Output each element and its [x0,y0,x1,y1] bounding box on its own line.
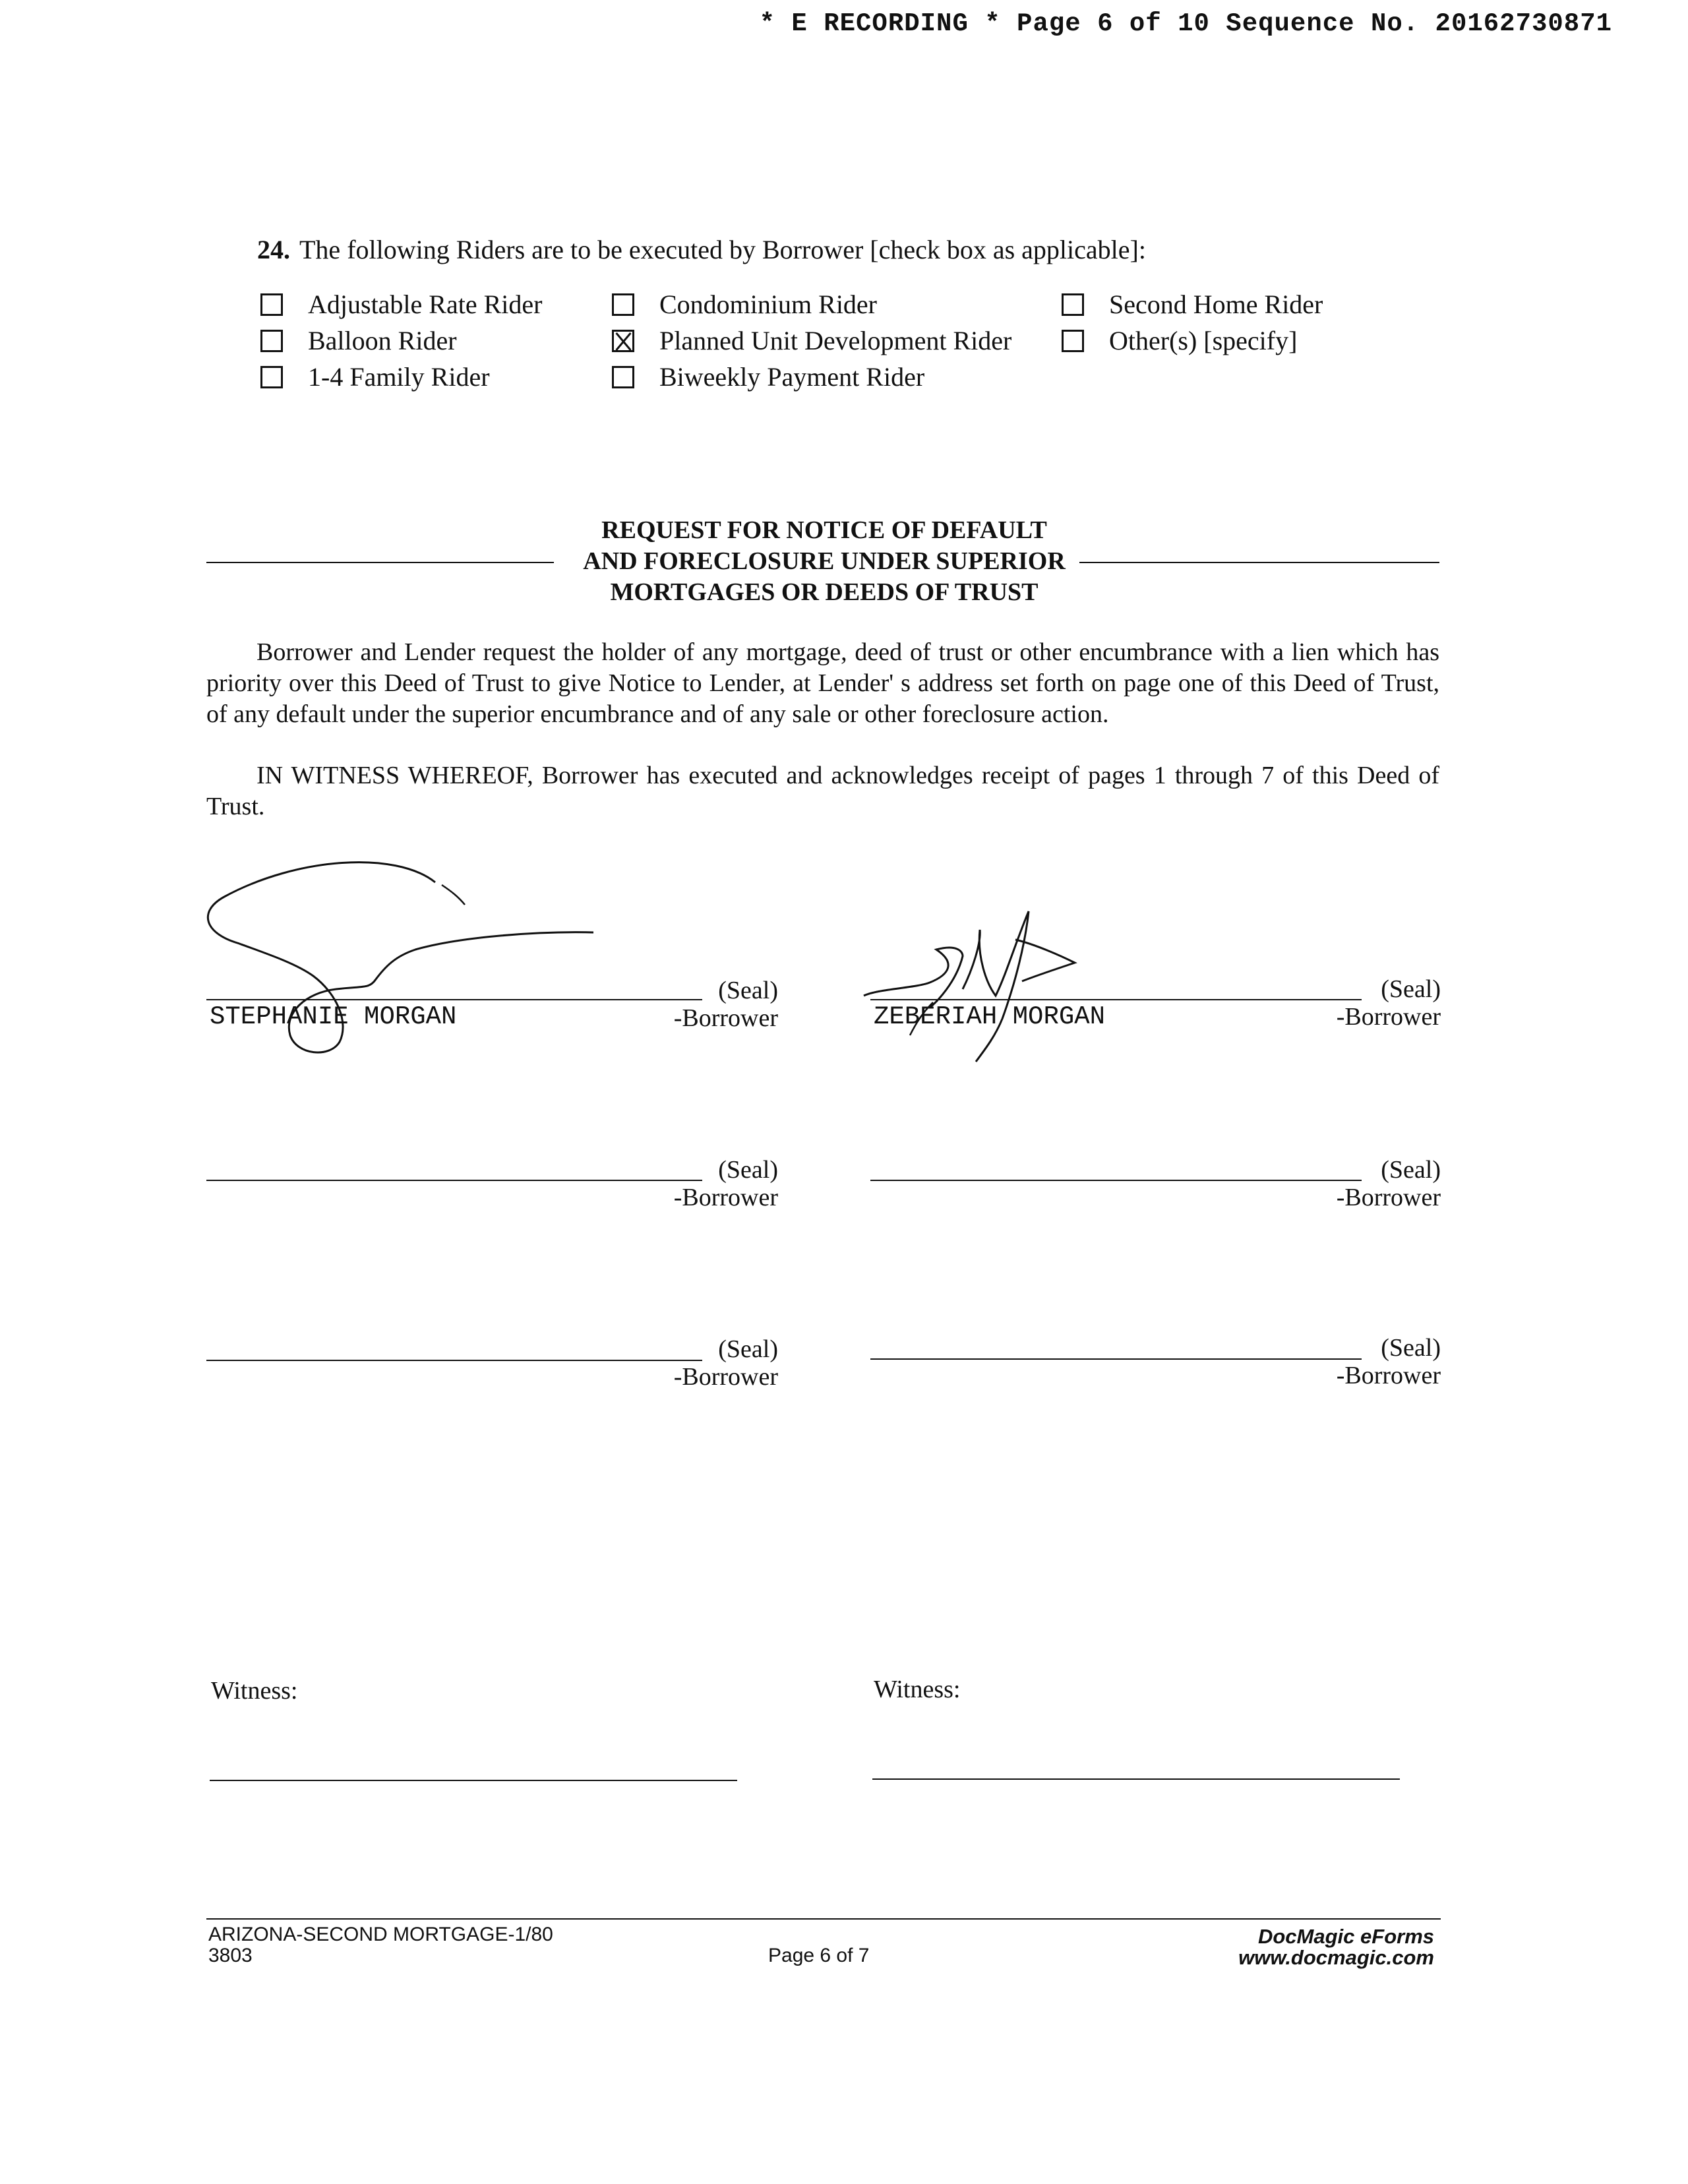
checkbox-1-4-family[interactable] [260,366,283,388]
request-title-line3: MORTGAGES OR DEEDS OF TRUST [610,578,1039,606]
rider-label: Biweekly Payment Rider [659,362,925,392]
signature-line-borrower3 [206,1180,702,1181]
checkbox-second-home[interactable] [1062,293,1084,316]
rider-label: Condominium Rider [659,289,877,319]
footer-rule [206,1918,1441,1920]
form-number: 3803 [208,1945,253,1966]
checkbox-adjustable-rate[interactable] [260,293,283,316]
rider-label: Second Home Rider [1109,289,1323,319]
rider-label: 1-4 Family Rider [308,362,490,392]
rider-others [1062,325,1297,356]
witness-line-left [210,1780,737,1781]
checkbox-condominium[interactable] [612,293,634,316]
request-paragraph: Borrower and Lender request the holder of any mortgage, deed of trust or other encumbrance with a lien which has priority over this Deed of Trust to give Notice to Lender, at Lender' s address set forth on page one of this Deed of Trust, of any default under the superior encumbrance and of any sale or other foreclosure action. [206,638,1439,728]
witness-line-right [872,1778,1400,1780]
checkbox-balloon[interactable] [260,330,283,352]
witness-label-right: Witness: [874,1676,961,1703]
borrower2-name: ZEBERIAH MORGAN [874,1002,1106,1031]
item-number: 24. [257,235,290,264]
rider-adjustable-rate [260,289,542,320]
signature-zeberiah-morgan [857,903,1160,1068]
signature-line-borrower4 [870,1180,1362,1181]
checkbox-others[interactable] [1062,330,1084,352]
checkbox-planned-unit-development[interactable] [612,330,634,352]
rider-second-home [1062,289,1323,320]
docmagic-website: www.docmagic.com [1238,1946,1434,1969]
seal-label: (Seal) [718,1335,778,1363]
borrower-label: -Borrower [1336,1184,1441,1211]
witness-label-left: Witness: [211,1677,298,1705]
rider-label: Other(s) [specify] [1109,326,1298,355]
signature-line-borrower1 [206,999,702,1000]
title-rule-left [206,562,554,563]
rider-balloon [260,325,457,356]
signature-line-borrower6 [870,1358,1362,1360]
page-number: Page 6 of 7 [768,1945,870,1966]
borrower-label: -Borrower [673,1184,778,1211]
seal-label: (Seal) [718,1156,778,1184]
recording-header: * E RECORDING * Page 6 of 10 Sequence No. 20162730871 [759,9,1612,38]
riders-intro [257,234,1146,265]
rider-label: Planned Unit Development Rider [659,326,1012,355]
seal-label: (Seal) [718,977,778,1004]
rider-biweekly-payment [612,361,924,392]
borrower-label: -Borrower [673,1363,778,1391]
request-title-line2: AND FORECLOSURE UNDER SUPERIOR [583,547,1066,575]
docmagic-brand: DocMagic eForms [1257,1925,1434,1948]
signature-line-borrower2 [870,999,1362,1000]
borrower-label: -Borrower [673,1004,778,1032]
checkbox-biweekly-payment[interactable] [612,366,634,388]
rider-planned-unit-development [612,325,1011,356]
seal-label: (Seal) [1381,975,1441,1003]
witness-clause: IN WITNESS WHEREOF, Borrower has executed and acknowledges receipt of pages 1 through 7 of this Deed of Trust. [206,762,1439,820]
borrower-label: -Borrower [1336,1362,1441,1389]
request-title-line1: REQUEST FOR NOTICE OF DEFAULT [601,516,1047,544]
rider-1-4-family [260,361,490,392]
signature-line-borrower5 [206,1360,702,1361]
signature-stephanie-morgan [198,844,620,1081]
title-rule-right [1079,562,1439,563]
form-name: ARIZONA-SECOND MORTGAGE-1/80 [208,1924,553,1945]
seal-label: (Seal) [1381,1156,1441,1184]
rider-condominium [612,289,877,320]
seal-label: (Seal) [1381,1334,1441,1362]
borrower-label: -Borrower [1336,1003,1441,1031]
rider-label: Balloon Rider [308,326,457,355]
borrower1-name: STEPHANIE MORGAN [210,1002,457,1031]
riders-intro-text: The following Riders are to be executed by Borrower [check box as applicable]: [299,235,1146,264]
rider-label: Adjustable Rate Rider [308,289,543,319]
